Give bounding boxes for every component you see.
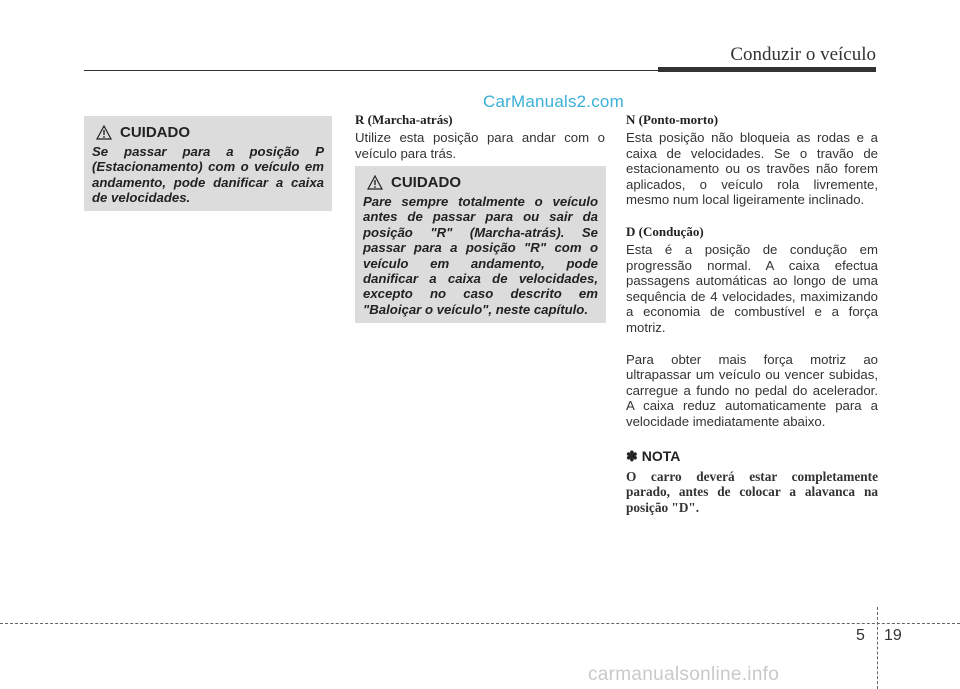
section-text-neutral: Esta posição não bloqueia as rodas e a caixa de velocidades. Se o travão de estacionamento ou os travões não forem aplicados, o veículo rola livremente, mesmo num local ligeiramente inclinado. xyxy=(626,130,878,208)
note-title: NOTA xyxy=(641,448,681,464)
caution-box-left xyxy=(84,116,332,211)
footer-dashed-line xyxy=(0,623,960,624)
note-heading xyxy=(626,448,878,465)
note-icon: ✽ xyxy=(626,447,638,464)
caution-box-reverse xyxy=(355,166,606,323)
section-text-drive-1: Esta é a posição de condução em progressão normal. A caixa efectua passagens automáticas ao longo de uma sequência de 4 velocidades, maximizando a economia de combustível e a força motriz. xyxy=(626,241,878,335)
caution-title: CUIDADO xyxy=(391,174,461,191)
footer-vertical-line xyxy=(877,607,878,689)
watermark-bottom: carmanualsonline.info xyxy=(588,664,780,685)
section-text-reverse: Utilize esta posição para andar com o veículo para trás. xyxy=(355,130,605,161)
watermark-top: CarManuals2.com xyxy=(483,92,624,111)
page-header-title: Conduzir o veículo xyxy=(730,44,876,65)
section-title-drive: D (Condução) xyxy=(626,223,704,239)
note-body: O carro deverá estar completamente parado, antes de colocar a alavanca na posição "D". xyxy=(626,468,878,515)
caution-body: Se passar para a posição P (Estacionamento) com o veículo em andamento, pode danificar a caixa de velocidades. xyxy=(92,144,324,206)
section-title-neutral: N (Ponto-morto) xyxy=(626,112,719,127)
caution-body: Pare sempre totalmente o veículo antes de passar para ou sair da posição "R" (Marcha-atrás). Se passar para a posição "R" com o veículo em andamento, pode danificar a caixa de velocidades, excepto no caso descrito em "Baloiçar o veículo", neste capítulo. xyxy=(363,194,598,317)
section-title-reverse: R (Marcha-atrás) xyxy=(355,112,453,127)
caution-title: CUIDADO xyxy=(120,124,190,141)
page-number: 19 xyxy=(884,627,902,644)
section-text-drive-2: Para obter mais força motriz ao ultrapassar um veículo ou vencer subidas, carregue a fundo no pedal do acelerador. A caixa reduz automaticamente para a velocidade imediatamente abaixo. xyxy=(626,351,878,429)
column-neutral-drive xyxy=(626,112,878,515)
warning-triangle-icon xyxy=(367,175,383,190)
warning-triangle-icon xyxy=(96,125,112,140)
header-rule xyxy=(84,70,684,71)
column-reverse xyxy=(355,112,605,161)
header-rule-thick xyxy=(658,67,876,72)
chapter-number: 5 xyxy=(856,627,865,644)
